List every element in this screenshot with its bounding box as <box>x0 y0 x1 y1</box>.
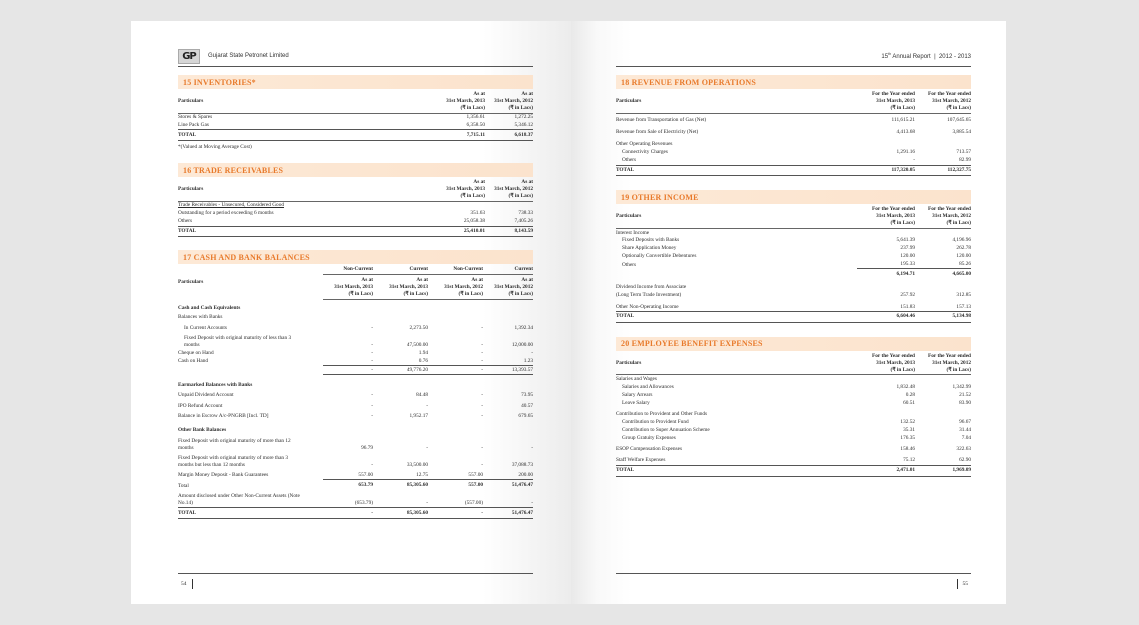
group-row: Dividend Income from Associate <box>616 284 687 291</box>
table-row: Margin Money Deposit - Bank Guarantees 557.00 12.75 557.00 200.00 <box>178 471 533 479</box>
col-particulars: Particulars <box>616 351 857 375</box>
table-row: Contribution to Super Annuation Scheme 35.31 31.44 <box>622 426 971 433</box>
subtotal-row: 6,194.71 4,665.00 <box>616 269 971 279</box>
col-group-noncurrent-2013: Non-Current <box>323 264 373 274</box>
divider <box>957 579 958 589</box>
table-row: Cash on Hand - 0.76 - 1.23 <box>178 357 533 365</box>
table-row: Unpaid Dividend Account - 84.48 - 73.95 <box>178 392 533 399</box>
right-page <box>571 21 1006 604</box>
col-2013: As at 31st March, 2013 (₹ in Lacs) <box>323 275 373 300</box>
group-row: Earmarked Balances with Banks <box>178 381 253 388</box>
table-row: Share Application Money 237.99 262.78 <box>622 245 971 252</box>
right-page-footer <box>616 573 971 589</box>
table-row: Group Gratuity Expenses 176.35 7.04 <box>622 434 971 441</box>
col-group-current-2013: Current <box>373 264 428 274</box>
col-particulars: Particulars <box>178 278 204 285</box>
col-particulars: Particulars <box>616 89 857 113</box>
left-page-header <box>178 49 533 67</box>
total-row: TOTAL 25,410.01 8,143.59 <box>178 226 533 237</box>
table-row: Fixed Deposit with original maturity of less than 3 months - 47,500.00 - 12,000.00 <box>184 335 533 348</box>
col-2012: As at 31st March, 2012 (₹ in Lacs) <box>483 275 533 300</box>
table-row: Revenue from Transportation of Gas (Net) 111,615.21 107,645.65 <box>616 116 971 123</box>
cash-bank-table <box>178 264 533 519</box>
valuation-note: *(Valued at Moving Average Cost) <box>178 144 252 151</box>
total-row: TOTAL 7,715.11 6,618.37 <box>178 130 533 141</box>
table-row: Staff Welfare Expenses 75.12 62.90 <box>616 457 971 464</box>
table-row: Connectivity Charges 1,291.16 713.57 <box>622 149 971 156</box>
section-revenue <box>616 75 971 176</box>
trade-receivables-table <box>178 177 533 237</box>
table-row: Stores & Spares 1,356.61 1,272.25 <box>178 114 533 121</box>
table-row: Fixed Deposits with Banks 5,641.39 4,196.96 <box>622 237 971 244</box>
table-row: Others 25,058.38 7,405.26 <box>178 218 533 225</box>
revenue-table <box>616 89 971 176</box>
table-row: Cheque on Hand - 1.94 - - <box>178 349 533 356</box>
report-title: 15th Annual Report | 2012 - 2013 <box>881 52 971 60</box>
col-2012: For the Year ended 31st March, 2012 (₹ in Lacs) <box>915 204 971 228</box>
section-cash-bank <box>178 250 533 519</box>
col-2012: As at 31st March, 2012 (₹ in Lacs) <box>485 89 533 113</box>
col-2013: As at 31st March, 2013 (₹ in Lacs) <box>373 275 428 300</box>
group-row: Contribution to Provident and Other Funds <box>616 410 708 417</box>
table-row: Line Pack Gas 6,358.50 5,346.12 <box>178 122 533 128</box>
table-row: (Long Term Trade Investment) 257.92 312.85 <box>616 292 971 299</box>
group-row: Cash and Cash Equivalents <box>178 304 241 311</box>
table-row: Salaries and Allowances 1,832.48 1,342.99 <box>622 383 971 390</box>
col-group-current-2012: Current <box>483 264 533 274</box>
col-particulars: Particulars <box>178 177 427 201</box>
subtotal-row: Total 653.79 85,305.60 557.00 51,476.47 <box>178 481 533 489</box>
col-2012: As at 31st March, 2012 (₹ in Lacs) <box>485 177 533 201</box>
section-trade-receivables <box>178 163 533 237</box>
table-row: Contribution to Provident Fund 132.52 96.67 <box>622 418 971 425</box>
col-2013: As at 31st March, 2013 (₹ in Lacs) <box>427 89 485 113</box>
other-income-table <box>616 204 971 322</box>
section-inventories <box>178 75 533 150</box>
left-page-footer <box>178 573 533 589</box>
table-row: Revenue from Sale of Electricity (Net) 4,413.68 3,885.54 <box>616 129 971 135</box>
col-2013: For the Year ended 31st March, 2013 (₹ in Lacs) <box>857 89 915 113</box>
table-row: Fixed Deposit with original maturity of more than 12 months 96.79 - - - <box>178 437 533 451</box>
divider <box>192 579 193 589</box>
col-particulars: Particulars <box>616 204 857 228</box>
section-title: 19 OTHER INCOME <box>616 190 971 204</box>
group-row: Salaries and Wages <box>616 375 657 382</box>
table-row: Other Non-Operating Income 151.83 157.13 <box>616 303 971 310</box>
company-name: Gujarat State Petronet Limited <box>208 53 289 59</box>
employee-benefits-table <box>616 351 971 477</box>
gspl-logo: GP <box>178 49 200 64</box>
total-row: TOTAL 6,604.46 5,134.98 <box>616 311 971 322</box>
inventories-table <box>178 89 533 141</box>
page-number: 55 <box>962 581 968 587</box>
col-2012: For the Year ended 31st March, 2012 (₹ in Lacs) <box>915 89 971 113</box>
col-2013: For the Year ended 31st March, 2013 (₹ in Lacs) <box>857 351 915 375</box>
col-2013: As at 31st March, 2013 (₹ in Lacs) <box>427 177 485 201</box>
table-row: Outstanding for a period exceeding 6 months 351.63 738.33 <box>178 210 533 217</box>
left-page <box>131 21 571 604</box>
total-row: TOTAL - 85,305.60 - 51,476.47 <box>178 508 533 519</box>
section-title: 17 CASH AND BANK BALANCES <box>178 250 533 264</box>
section-title: 16 TRADE RECEIVABLES <box>178 163 533 177</box>
table-row: IPO Refund Account - - - 40.57 <box>178 402 533 409</box>
col-2013: For the Year ended 31st March, 2013 (₹ in Lacs) <box>857 204 915 228</box>
group-row: Trade Receivables - Unsecured, Considered Good <box>178 202 285 209</box>
table-row: Salary Arrears 0.28 21.52 <box>622 391 971 398</box>
table-row: Leave Salary 60.51 83.90 <box>622 399 971 406</box>
section-other-income <box>616 190 971 322</box>
section-title: 20 EMPLOYEE BENEFIT EXPENSES <box>616 337 971 351</box>
table-row: Others 195.33 85.26 <box>622 261 971 268</box>
table-row: Optionally Convertible Debentures 120.00 120.00 <box>622 253 971 260</box>
table-row: Amount disclosed under Other Non-Current Assets (Note No.14) (653.79) - (557.00) - <box>178 493 533 506</box>
total-row: TOTAL 2,471.01 1,969.09 <box>616 465 971 476</box>
section-employee-benefits <box>616 337 971 477</box>
col-2012: For the Year ended 31st March, 2012 (₹ in Lacs) <box>915 351 971 375</box>
col-2012: As at 31st March, 2012 (₹ in Lacs) <box>428 275 483 300</box>
page-number: 54 <box>181 581 187 587</box>
table-row: Others - 82.99 <box>622 157 971 164</box>
table-row: In Current Accounts - 2,273.50 - 1,392.34 <box>184 324 533 331</box>
right-page-header <box>616 49 971 67</box>
table-row: Balance in Escrow A/c-PNGRB [Incl. TD] - 1,952.17 - 679.65 <box>178 413 533 419</box>
section-title: 15 INVENTORIES* <box>178 75 533 89</box>
group-row: Interest Income <box>616 229 650 236</box>
subtotal-row: - 49,776.20 - 13,393.57 <box>178 366 533 375</box>
group-row: Other Bank Balances <box>178 427 227 434</box>
section-title: 18 REVENUE FROM OPERATIONS <box>616 75 971 89</box>
total-row: TOTAL 117,320.05 112,327.75 <box>616 165 971 176</box>
table-row: Fixed Deposit with original maturity of more than 3 months but less than 12 months - 33,500.00 - 37,088.73 <box>178 455 533 468</box>
col-group-noncurrent-2012: Non-Current <box>428 264 483 274</box>
group-row: Other Operating Revenues <box>616 141 673 148</box>
group-row: Balances with Banks <box>178 314 223 321</box>
col-particulars: Particulars <box>178 89 427 113</box>
table-row: ESOP Compensation Expenses 158.46 322.63 <box>616 445 971 452</box>
